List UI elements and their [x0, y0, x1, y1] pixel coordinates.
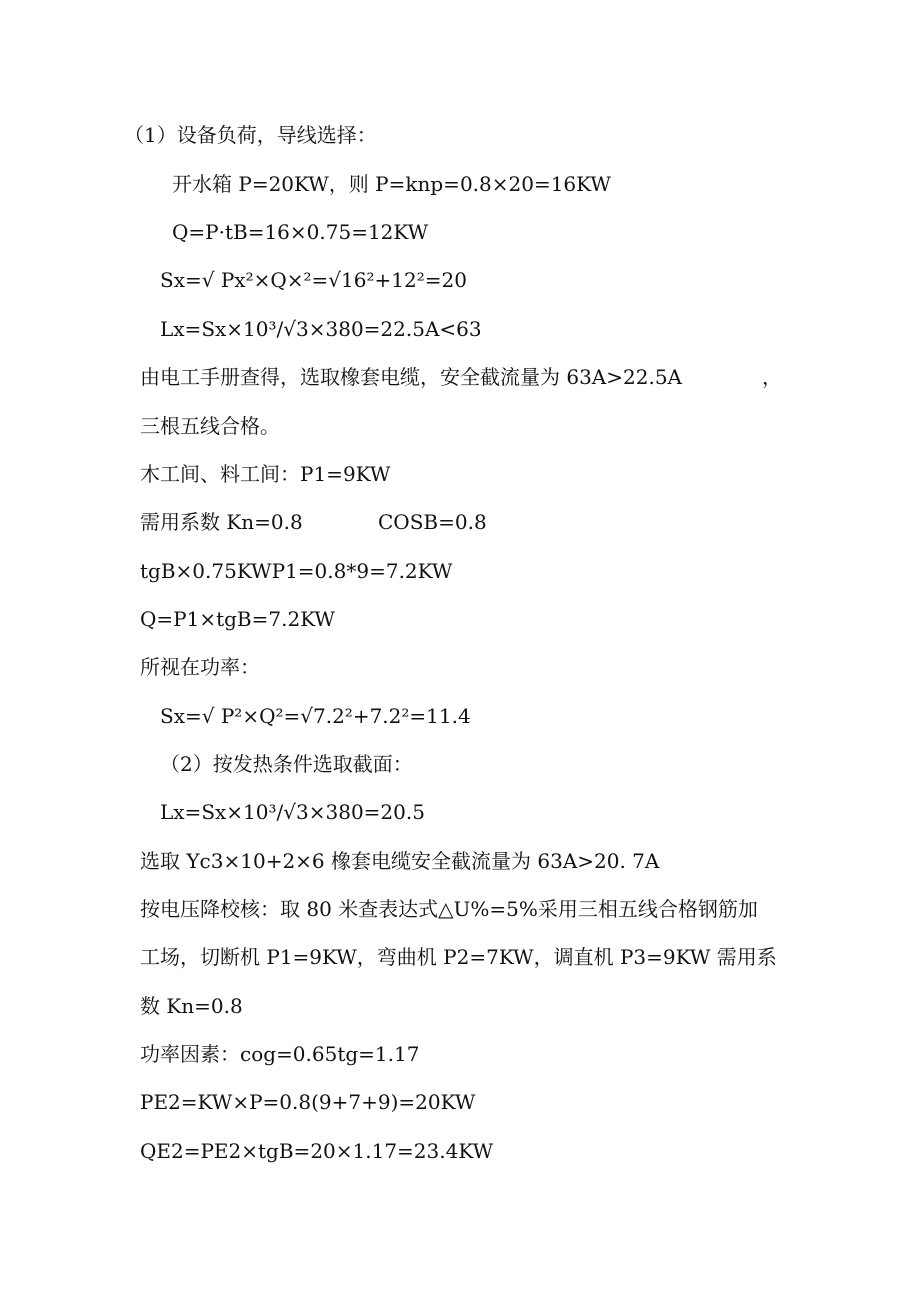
text-line: ， [762, 365, 782, 389]
text-line: 需用系数 Kn=0.8 [140, 510, 303, 534]
formula-line: 开水箱 P=20KW，则 P=knp=0.8×20=16KW [172, 172, 611, 196]
text-line: 工场，切断机 P1=9KW，弯曲机 P2=7KW，调直机 P3=9KW 需用系 [140, 945, 777, 969]
section-heading-1: （1）设备负荷，导线选择： [124, 123, 377, 147]
text-line: 选取 Yc3×10+2×6 橡套电缆安全截流量为 63A>20. 7A [140, 849, 660, 873]
section-heading-2: （2）按发热条件选取截面： [160, 752, 413, 776]
formula-line: Sx=√ Px²×Q×²=√16²+12²=20 [160, 268, 467, 292]
formula-line: PE2=KW×P=0.8(9+7+9)=20KW [140, 1090, 476, 1114]
formula-line: QE2=PE2×tgB=20×1.17=23.4KW [140, 1139, 494, 1163]
text-line: 所视在功率： [140, 655, 260, 679]
text-line: 木工间、料工间：P1=9KW [140, 462, 391, 486]
text-line: 由电工手册查得，选取橡套电缆，安全截流量为 63A>22.5A [140, 365, 682, 389]
formula-line: Sx=√ P²×Q²=√7.2²+7.2²=11.4 [160, 704, 471, 728]
text-line: 按电压降校核：取 80 米查表达式△U%=5%采用三相五线合格钢筋加 [140, 897, 758, 921]
formula-line: 功率因素：cog=0.65tg=1.17 [140, 1042, 420, 1066]
formula-line: Q=P1×tgB=7.2KW [140, 607, 335, 631]
text-line: 三根五线合格。 [140, 414, 280, 438]
text-line: 数 Kn=0.8 [140, 994, 243, 1018]
formula-line: tgB×0.75KWP1=0.8*9=7.2KW [140, 559, 453, 583]
text-line: COSB=0.8 [378, 510, 487, 534]
formula-line: Lx=Sx×10³/√3×380=20.5 [160, 800, 425, 824]
formula-line: Q=P·tB=16×0.75=12KW [172, 220, 429, 244]
formula-line: Lx=Sx×10³/√3×380=22.5A<63 [160, 317, 482, 341]
